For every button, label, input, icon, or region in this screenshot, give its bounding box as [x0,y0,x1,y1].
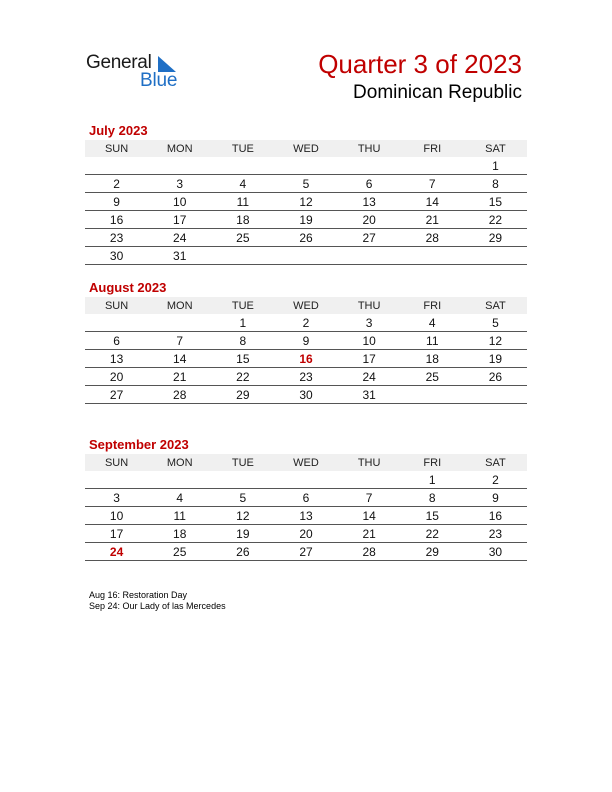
day-cell: 12 [464,332,527,350]
day-cell [464,247,527,265]
day-cell: 27 [274,543,337,561]
day-cell: 14 [148,350,211,368]
week-row [85,229,527,247]
day-cell [148,471,211,489]
day-cell [338,247,401,265]
day-cell: 31 [148,247,211,265]
month-august [85,280,527,404]
day-cell: 3 [148,175,211,193]
day-cell: 28 [338,543,401,561]
day-cell: 16 [85,211,148,229]
week-row [85,314,527,332]
day-cell: 21 [148,368,211,386]
day-cell: 21 [338,525,401,543]
day-cell: 28 [148,386,211,404]
day-cell: 4 [211,175,274,193]
month-july [85,123,527,265]
day-cell [401,247,464,265]
holiday-note: Aug 16: Restoration Day [89,590,188,600]
week-row [85,543,527,561]
day-cell: 9 [464,489,527,507]
weekday-header: WED [274,297,337,314]
weekday-header: SUN [85,454,148,471]
day-cell [148,157,211,175]
week-row [85,489,527,507]
weekday-header: THU [338,140,401,157]
day-cell: 11 [211,193,274,211]
week-row [85,471,527,489]
day-cell: 18 [401,350,464,368]
day-cell: 7 [148,332,211,350]
day-cell: 23 [274,368,337,386]
day-cell: 29 [401,543,464,561]
day-cell: 24 [338,368,401,386]
day-cell: 9 [85,193,148,211]
day-cell: 2 [85,175,148,193]
day-cell: 13 [338,193,401,211]
week-row [85,175,527,193]
week-row [85,157,527,175]
day-cell: 9 [274,332,337,350]
day-cell: 30 [274,386,337,404]
weekday-header: TUE [211,454,274,471]
weekday-header: SUN [85,297,148,314]
weekday-header: TUE [211,297,274,314]
calendar-grid [85,454,527,561]
day-cell: 5 [274,175,337,193]
weekday-header: SAT [464,297,527,314]
day-cell: 10 [85,507,148,525]
day-cell: 10 [148,193,211,211]
day-cell: 26 [274,229,337,247]
day-cell: 7 [338,489,401,507]
week-row [85,525,527,543]
day-cell: 17 [85,525,148,543]
day-cell: 22 [211,368,274,386]
day-cell: 24 [85,543,148,561]
day-cell: 7 [401,175,464,193]
day-cell: 10 [338,332,401,350]
day-cell: 23 [464,525,527,543]
calendar-grid [85,140,527,265]
week-row [85,386,527,404]
day-cell: 25 [211,229,274,247]
day-cell: 17 [338,350,401,368]
week-row [85,247,527,265]
day-cell: 29 [211,386,274,404]
day-cell: 24 [148,229,211,247]
day-cell: 15 [464,193,527,211]
weekday-header: FRI [401,140,464,157]
day-cell [85,157,148,175]
day-cell: 15 [401,507,464,525]
day-cell: 3 [85,489,148,507]
day-cell: 27 [338,229,401,247]
day-cell: 14 [338,507,401,525]
week-row [85,507,527,525]
day-cell: 12 [211,507,274,525]
weekday-header-row [85,297,527,314]
weekday-header: WED [274,454,337,471]
day-cell: 11 [148,507,211,525]
weekday-header: THU [338,454,401,471]
day-cell: 20 [338,211,401,229]
day-cell: 5 [464,314,527,332]
day-cell: 18 [211,211,274,229]
weekday-header: TUE [211,140,274,157]
day-cell: 30 [464,543,527,561]
day-cell: 14 [401,193,464,211]
day-cell [338,471,401,489]
day-cell: 12 [274,193,337,211]
day-cell [464,386,527,404]
day-cell [211,471,274,489]
day-cell: 6 [85,332,148,350]
holiday-notes [89,590,226,612]
logo-general-text: General [86,52,152,73]
day-cell [338,157,401,175]
day-cell: 19 [211,525,274,543]
day-cell: 31 [338,386,401,404]
day-cell: 22 [401,525,464,543]
weekday-header: SUN [85,140,148,157]
day-cell: 22 [464,211,527,229]
weekday-header: WED [274,140,337,157]
day-cell: 21 [401,211,464,229]
day-cell: 18 [148,525,211,543]
weekday-header: MON [148,297,211,314]
day-cell: 3 [338,314,401,332]
month-title: August 2023 [89,280,167,295]
weekday-header-row [85,140,527,157]
weekday-header: FRI [401,297,464,314]
day-cell [211,247,274,265]
day-cell: 26 [464,368,527,386]
day-cell: 20 [85,368,148,386]
day-cell [85,314,148,332]
week-row [85,350,527,368]
day-cell [401,386,464,404]
day-cell: 19 [464,350,527,368]
week-row [85,332,527,350]
day-cell: 25 [401,368,464,386]
day-cell: 1 [401,471,464,489]
day-cell: 13 [274,507,337,525]
day-cell: 25 [148,543,211,561]
weekday-header-row [85,454,527,471]
logo [86,52,196,92]
month-title: July 2023 [89,123,148,138]
country-name: Dominican Republic [353,82,522,103]
month-title: September 2023 [89,437,189,452]
weekday-header: MON [148,454,211,471]
day-cell: 1 [464,157,527,175]
day-cell: 16 [274,350,337,368]
day-cell: 17 [148,211,211,229]
weekday-header: MON [148,140,211,157]
day-cell: 13 [85,350,148,368]
day-cell [274,471,337,489]
day-cell: 27 [85,386,148,404]
logo-blue-text: Blue [140,70,178,91]
day-cell: 30 [85,247,148,265]
calendar-grid [85,297,527,404]
day-cell: 8 [464,175,527,193]
day-cell: 5 [211,489,274,507]
weekday-header: SAT [464,454,527,471]
weekday-header: SAT [464,140,527,157]
day-cell: 11 [401,332,464,350]
day-cell: 8 [211,332,274,350]
day-cell: 28 [401,229,464,247]
day-cell: 29 [464,229,527,247]
day-cell: 1 [211,314,274,332]
day-cell [274,157,337,175]
day-cell: 20 [274,525,337,543]
day-cell: 19 [274,211,337,229]
quarter-title: Quarter 3 of 2023 [318,49,522,79]
day-cell: 15 [211,350,274,368]
day-cell: 4 [148,489,211,507]
week-row [85,211,527,229]
day-cell [211,157,274,175]
day-cell: 6 [274,489,337,507]
month-september [85,437,527,561]
day-cell: 4 [401,314,464,332]
day-cell: 2 [274,314,337,332]
day-cell [401,157,464,175]
weekday-header: THU [338,297,401,314]
week-row [85,368,527,386]
day-cell: 2 [464,471,527,489]
week-row [85,193,527,211]
day-cell: 6 [338,175,401,193]
day-cell [274,247,337,265]
holiday-note: Sep 24: Our Lady of las Mercedes [89,601,226,611]
day-cell [148,314,211,332]
weekday-header: FRI [401,454,464,471]
day-cell: 16 [464,507,527,525]
day-cell [85,471,148,489]
day-cell: 26 [211,543,274,561]
day-cell: 23 [85,229,148,247]
day-cell: 8 [401,489,464,507]
